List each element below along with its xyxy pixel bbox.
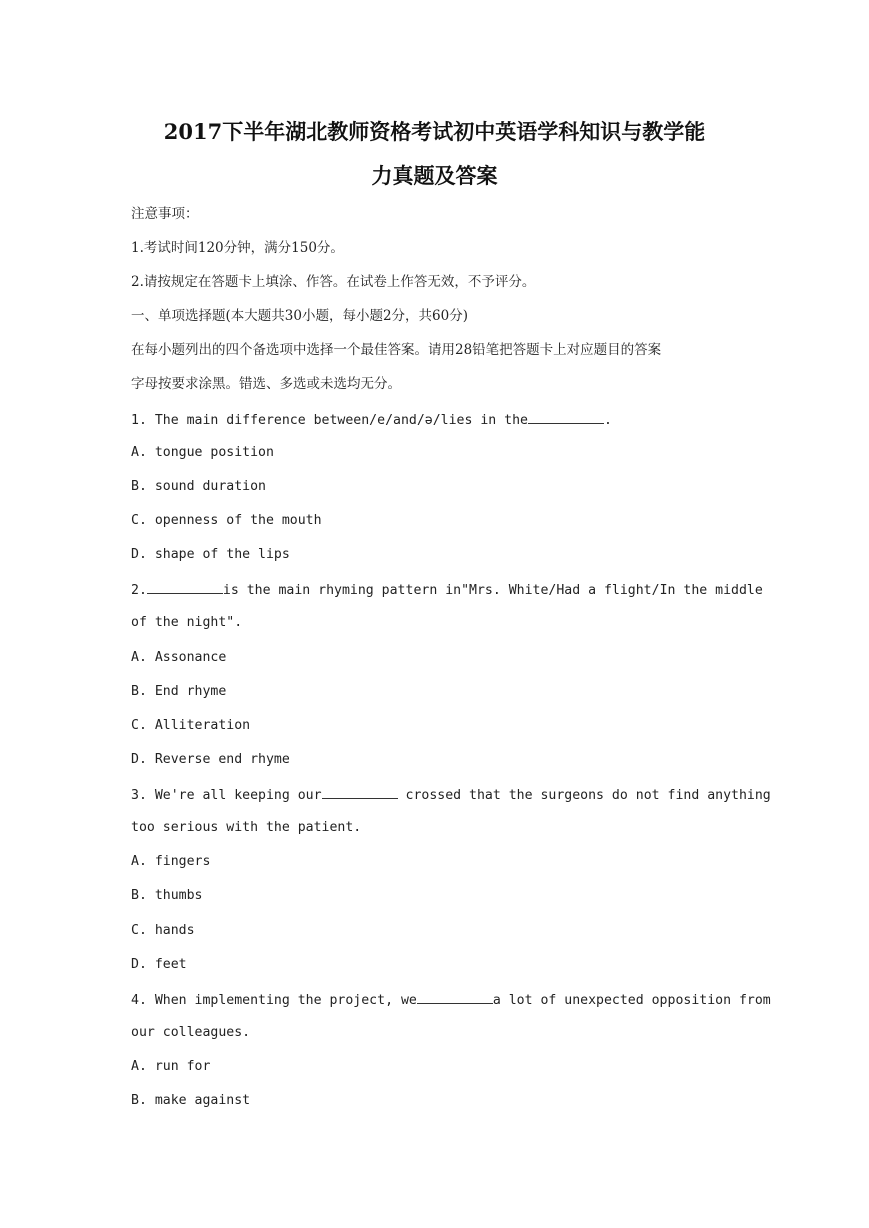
question-3-stem <box>131 785 771 805</box>
question-4-option-b: B. make against <box>131 1093 251 1108</box>
note-2: 2.请按规定在答题卡上填涂、作答。在试卷上作答无效，不予评分。 <box>131 274 536 290</box>
section-heading: 一、单项选择题(本大题共30小题，每小题2分，共60分) <box>131 308 468 324</box>
question-3-stem-text: 3. We're all keeping our <box>131 788 322 803</box>
note-1: 1.考试时间120分钟，满分150分。 <box>131 240 344 256</box>
question-4-option-a: A. run for <box>131 1059 211 1074</box>
notes-heading: 注意事项： <box>131 206 199 222</box>
question-3-stem-end: crossed that the surgeons do not find anything <box>397 788 771 803</box>
question-3-option-d: D. feet <box>131 957 187 972</box>
section-instructions-line1: 在每小题列出的四个备选项中选择一个最佳答案。请用28铅笔把答题卡上对应题目的答案 <box>131 342 662 358</box>
answer-blank <box>528 410 604 424</box>
question-2-option-c: C. Alliteration <box>131 718 251 733</box>
question-2-option-a: A. Assonance <box>131 650 227 665</box>
question-4-stem-end: a lot of unexpected opposition from <box>492 993 771 1008</box>
question-3-option-a: A. fingers <box>131 854 211 869</box>
question-3-option-c: C. hands <box>131 923 195 938</box>
question-3-stem-line2: too serious with the patient. <box>131 820 362 835</box>
question-2-stem-line2: of the night". <box>131 615 243 630</box>
question-4-stem <box>131 990 771 1010</box>
question-2-option-b: B. End rhyme <box>131 684 227 699</box>
question-3-option-b: B. thumbs <box>131 888 203 903</box>
answer-blank <box>147 580 223 594</box>
question-1-option-d: D. shape of the lips <box>131 547 290 562</box>
section-instructions-line2: 字母按要求涂黑。错选、多选或未选均无分。 <box>131 376 401 392</box>
question-2-stem-text: is the main rhyming pattern in"Mrs. White/Had a flight/In the middle <box>222 583 763 598</box>
question-1-stem-end: . <box>603 413 612 428</box>
document-title-line2: 力真题及答案 <box>371 163 498 188</box>
question-1-option-b: B. sound duration <box>131 479 266 494</box>
answer-blank <box>322 785 398 799</box>
question-1-option-c: C. openness of the mouth <box>131 513 322 528</box>
question-4-stem-text: 4. When implementing the project, we <box>131 993 417 1008</box>
question-1-stem <box>131 410 612 430</box>
document-title-line1: 2017下半年湖北教师资格考试初中英语学科知识与教学能 <box>163 119 706 144</box>
question-2-stem <box>131 580 763 600</box>
question-1-stem-text: 1. The main difference between/e/and/ə/lies in the <box>131 413 528 428</box>
question-2-stem-number: 2. <box>131 583 147 598</box>
answer-blank <box>417 990 493 1004</box>
question-2-option-d: D. Reverse end rhyme <box>131 752 290 767</box>
question-1-option-a: A. tongue position <box>131 445 274 460</box>
question-4-stem-line2: our colleagues. <box>131 1025 251 1040</box>
